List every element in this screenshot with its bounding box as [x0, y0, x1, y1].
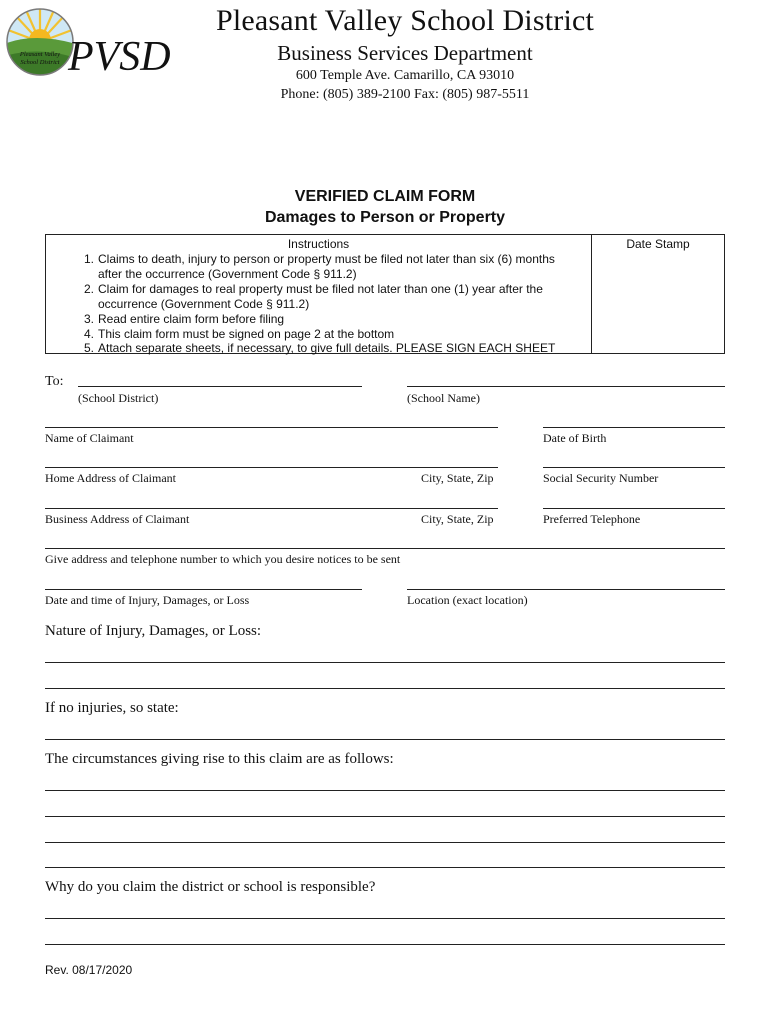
school-name-label: (School Name)	[407, 391, 480, 405]
claimant-name-field[interactable]	[45, 427, 498, 428]
instruction-number: 1.	[83, 252, 94, 266]
circumstances-answer-line-3[interactable]	[45, 842, 725, 843]
instruction-text: occurrence (Government Code § 911.2)	[98, 297, 310, 311]
form-subtitle: Damages to Person or Property	[264, 209, 506, 226]
preferred-telephone-label: Preferred Telephone	[543, 512, 641, 526]
logo-monogram: PVSD	[68, 34, 171, 80]
circumstances-question: The circumstances giving rise to this claim are as follows:	[45, 751, 394, 767]
instruction-text: after the occurrence (Government Code § 911.2)	[98, 267, 357, 281]
business-city-state-zip-label: City, State, Zip	[421, 512, 494, 526]
revision-date: Rev. 08/17/2020	[45, 963, 133, 977]
injury-datetime-field[interactable]	[45, 589, 362, 590]
district-name: Pleasant Valley School District	[215, 4, 595, 37]
responsible-answer-line-2[interactable]	[45, 944, 725, 945]
date-of-birth-label: Date of Birth	[543, 431, 607, 445]
logo-text-2: School District	[20, 59, 60, 66]
form-title: VERIFIED CLAIM FORM	[294, 188, 476, 205]
instruction-text: This claim form must be signed on page 2 at the bottom	[98, 327, 395, 341]
date-of-birth-field[interactable]	[543, 427, 725, 428]
instruction-text: Claim for damages to real property must be filed not later than one (1) year after the	[98, 282, 543, 296]
business-address-label: Business Address of Claimant	[45, 512, 190, 526]
circumstances-answer-line-1[interactable]	[45, 790, 725, 791]
ssn-label: Social Security Number	[543, 471, 659, 485]
logo-text-1: Pleasant Valley	[19, 51, 61, 58]
instruction-number: 2.	[83, 282, 94, 296]
instruction-text: Read entire claim form before filing	[98, 312, 285, 326]
no-injuries-question: If no injuries, so state:	[45, 700, 179, 716]
location-label: Location (exact location)	[407, 593, 528, 607]
instruction-text: Attach separate sheets, if necessary, to give full details. PLEASE SIGN EACH SHEET	[98, 341, 556, 355]
nature-question: Nature of Injury, Damages, or Loss:	[45, 623, 262, 639]
school-name-field[interactable]	[407, 386, 725, 387]
nature-answer-line-1[interactable]	[45, 662, 725, 663]
instruction-number: 4.	[83, 327, 94, 341]
district-phone-fax: Phone: (805) 389-2100 Fax: (805) 987-5511	[280, 87, 530, 102]
location-field[interactable]	[407, 589, 725, 590]
instruction-number: 5.	[83, 341, 94, 355]
school-district-label: (School District)	[78, 391, 159, 405]
to-label: To:	[45, 374, 64, 389]
instructions-panel	[46, 235, 592, 353]
responsible-question: Why do you claim the district or school is responsible?	[45, 879, 376, 895]
instruction-number: 3.	[83, 312, 94, 326]
instruction-text: Claims to death, injury to person or property must be filed not later than six (6) months	[98, 252, 555, 266]
responsible-answer-line-1[interactable]	[45, 918, 725, 919]
claimant-name-label: Name of Claimant	[45, 431, 134, 445]
date-stamp-label: Date Stamp	[626, 237, 690, 251]
school-district-field[interactable]	[78, 386, 362, 387]
injury-datetime-label: Date and time of Injury, Damages, or Loss	[45, 593, 250, 607]
ssn-field[interactable]	[543, 467, 725, 468]
preferred-telephone-field[interactable]	[543, 508, 725, 509]
district-address: 600 Temple Ave. Camarillo, CA 93010	[295, 68, 515, 83]
no-injuries-answer-line[interactable]	[45, 739, 725, 740]
notice-address-field[interactable]	[45, 548, 725, 549]
home-address-label: Home Address of Claimant	[45, 471, 176, 485]
home-city-state-zip-label: City, State, Zip	[421, 471, 494, 485]
nature-answer-line-2[interactable]	[45, 688, 725, 689]
circumstances-answer-line-2[interactable]	[45, 816, 725, 817]
circumstances-answer-line-4[interactable]	[45, 867, 725, 868]
notice-address-label: Give address and telephone number to which you desire notices to be sent	[45, 552, 401, 566]
instructions-box	[45, 234, 725, 354]
business-address-field[interactable]	[45, 508, 498, 509]
district-logo	[4, 4, 171, 100]
instructions-heading: Instructions	[287, 237, 350, 251]
department-name: Business Services Department	[277, 41, 533, 65]
home-address-field[interactable]	[45, 467, 498, 468]
